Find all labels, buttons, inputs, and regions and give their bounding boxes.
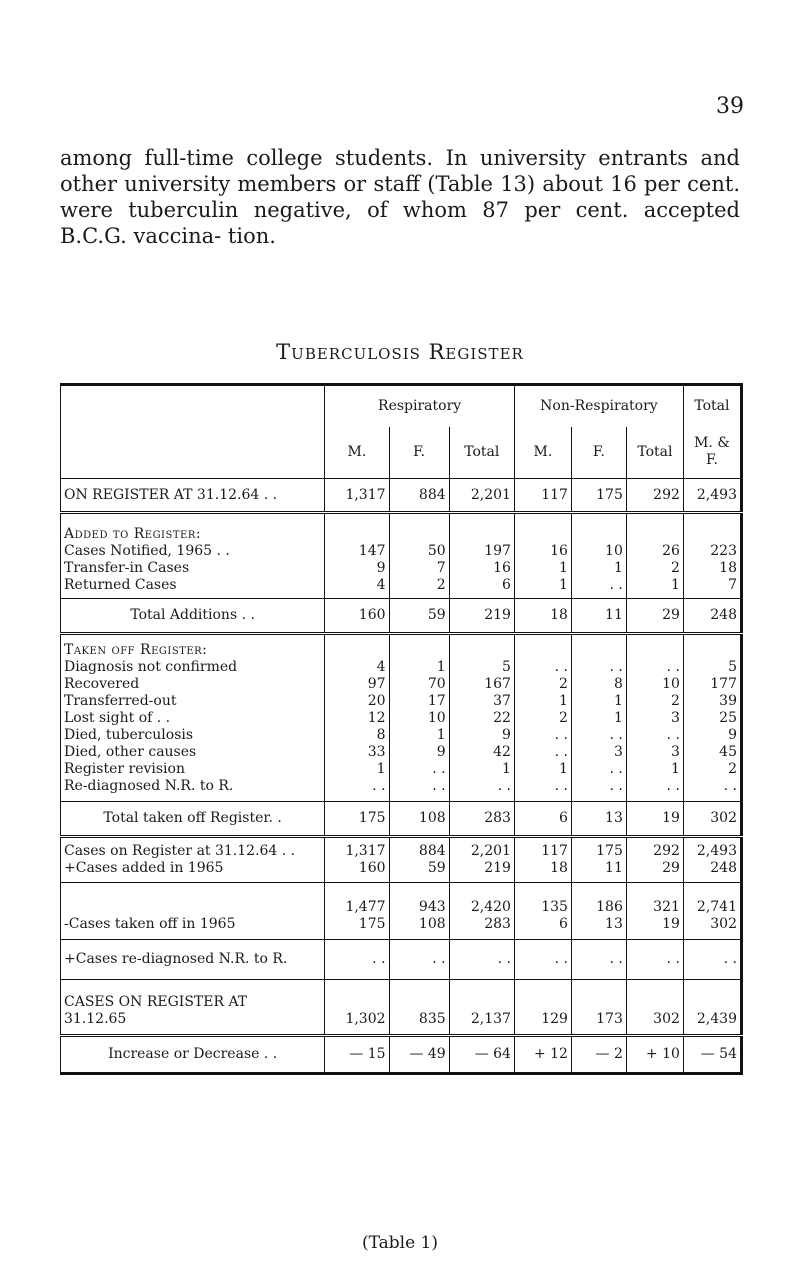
- value-cell: 186: [596, 899, 623, 915]
- value-cell: 22: [493, 710, 511, 726]
- value-cell: 42: [493, 744, 511, 760]
- value-cell: 16: [550, 543, 568, 559]
- value-cell: 129: [514, 980, 571, 1036]
- value-cell: 2,420: [470, 899, 511, 915]
- col-resp-f: F.: [389, 427, 449, 479]
- value-cell: 9: [728, 727, 737, 743]
- on-register-65-row: [61, 980, 742, 1036]
- increase-decrease-row: [61, 1036, 742, 1074]
- value-cell: 2: [559, 676, 568, 692]
- value-cell: 29: [662, 860, 680, 876]
- value-cell: 1: [613, 710, 623, 726]
- value-cell: 10: [605, 543, 623, 559]
- value-cell: 223: [710, 543, 737, 559]
- value-cell: . .: [626, 940, 683, 980]
- value-cell: 884: [389, 479, 449, 513]
- col-resp-total: Total: [449, 427, 514, 479]
- value-cell: 2: [728, 761, 737, 777]
- value-cell: 29: [626, 599, 683, 634]
- value-cell: 302: [626, 980, 683, 1036]
- group-header-row: [61, 385, 742, 427]
- value-cell: . .: [609, 659, 623, 675]
- increase-label: Increase or Decrease . .: [108, 1046, 278, 1062]
- value-cell: . .: [609, 778, 623, 794]
- intro-paragraph: among full-time college students. In university entrants and other university members or staff (Table 13) about 16 per cent. were tuberculin negative, of whom 87 per cent. accepted B.C.G. vaccina- tion.: [60, 146, 740, 248]
- value-cell: 108: [389, 802, 449, 837]
- value-cell: 283: [449, 802, 514, 837]
- column-header-row: [61, 427, 742, 479]
- value-cell: 1: [613, 560, 623, 576]
- row-label: Died, other causes: [64, 744, 197, 760]
- value-cell: 26: [662, 543, 680, 559]
- value-cell: . .: [609, 577, 623, 593]
- value-cell: 135: [541, 899, 568, 915]
- col-nonresp-m: M.: [514, 427, 571, 479]
- value-cell: 9: [376, 560, 386, 576]
- value-cell: 10: [662, 676, 680, 692]
- value-cell: 6: [514, 802, 571, 837]
- re-diagnosed-row: [61, 940, 742, 980]
- value-cell: 13: [571, 802, 626, 837]
- col-mf: M. & F.: [683, 427, 741, 479]
- row-label: Died, tuberculosis: [64, 727, 194, 743]
- value-cell: 59: [389, 599, 449, 634]
- value-cell: 117: [514, 479, 571, 513]
- value-cell: 12: [367, 710, 386, 726]
- value-cell: 835: [389, 980, 449, 1036]
- value-cell: 302: [683, 802, 741, 837]
- non-respiratory-header: Non-Respiratory: [514, 385, 683, 427]
- value-cell: 884: [418, 843, 446, 859]
- row-label: +Cases added in 1965: [64, 860, 224, 876]
- value-cell: 5: [728, 659, 737, 675]
- row-label: Returned Cases: [64, 577, 177, 593]
- value-cell: 11: [571, 599, 626, 634]
- value-cell: . .: [666, 659, 680, 675]
- value-cell: . .: [554, 727, 568, 743]
- value-cell: 1: [559, 693, 568, 709]
- value-cell: 1: [559, 577, 568, 593]
- value-cell: — 54: [683, 1036, 741, 1074]
- value-cell: 248: [683, 599, 741, 634]
- row-label: Cases on Register at 31.12.64 . .: [64, 843, 296, 859]
- value-cell: 1,477: [345, 899, 386, 915]
- value-cell: 45: [719, 744, 737, 760]
- value-cell: . .: [609, 761, 623, 777]
- value-cell: . .: [325, 940, 389, 980]
- value-cell: 283: [484, 916, 511, 932]
- value-cell: 19: [626, 802, 683, 837]
- value-cell: . .: [723, 778, 737, 794]
- value-cell: 175: [571, 479, 626, 513]
- row-label: CASES ON REGISTER AT: [64, 994, 248, 1010]
- value-cell: 160: [358, 860, 386, 876]
- row-label: Register revision: [64, 761, 185, 777]
- row-label: Diagnosis not confirmed: [64, 659, 238, 675]
- total-additions-row: [61, 599, 742, 634]
- value-cell: 70: [427, 676, 446, 692]
- value-cell: 175: [358, 916, 386, 932]
- added-heading: Added to Register:: [64, 526, 202, 542]
- col-resp-m: M.: [325, 427, 389, 479]
- value-cell: 1,317: [325, 479, 389, 513]
- value-cell: . .: [554, 778, 568, 794]
- value-cell: 6: [502, 577, 511, 593]
- value-cell: 175: [596, 843, 623, 859]
- row-label: Transfer-in Cases: [64, 560, 190, 576]
- col-nonresp-total: Total: [626, 427, 683, 479]
- value-cell: 3: [613, 744, 623, 760]
- total-header: Total: [683, 385, 741, 427]
- col-nonresp-f: F.: [571, 427, 626, 479]
- value-cell: 4: [376, 659, 386, 675]
- re-diagnosed-label: +Cases re-diagnosed N.R. to R.: [61, 940, 325, 980]
- value-cell: + 10: [626, 1036, 683, 1074]
- value-cell: 302: [710, 916, 737, 932]
- value-cell: 1: [502, 761, 511, 777]
- value-cell: 197: [484, 543, 511, 559]
- value-cell: . .: [449, 940, 514, 980]
- value-cell: 292: [626, 479, 683, 513]
- value-cell: 2: [559, 710, 568, 726]
- value-cell: 2: [436, 577, 446, 593]
- value-cell: — 64: [449, 1036, 514, 1074]
- value-cell: 321: [653, 899, 680, 915]
- value-cell: 3: [670, 744, 680, 760]
- value-cell: 1: [613, 693, 623, 709]
- value-cell: 3: [670, 710, 680, 726]
- table-title: Tuberculosis Register: [276, 340, 524, 364]
- value-cell: . .: [554, 744, 568, 760]
- on-register-label: ON REGISTER AT 31.12.64 . .: [61, 479, 325, 513]
- respiratory-header: Respiratory: [325, 385, 515, 427]
- value-cell: 4: [376, 577, 386, 593]
- page-number: 39: [716, 94, 744, 119]
- value-cell: 2,741: [696, 899, 737, 915]
- value-cell: 19: [662, 916, 680, 932]
- row-label: Re-diagnosed N.R. to R.: [64, 778, 234, 794]
- value-cell: 1: [436, 659, 446, 675]
- value-cell: + 12: [514, 1036, 571, 1074]
- value-cell: . .: [571, 940, 626, 980]
- value-cell: — 2: [571, 1036, 626, 1074]
- added-block: [61, 513, 742, 599]
- value-cell: 50: [427, 543, 446, 559]
- value-cell: 219: [484, 860, 511, 876]
- value-cell: 33: [367, 744, 386, 760]
- table-caption: (Table 1): [361, 1233, 439, 1253]
- row-label: Recovered: [64, 676, 140, 692]
- total-additions-label: Total Additions . .: [61, 599, 325, 634]
- value-cell: 18: [550, 860, 568, 876]
- value-cell: 1,317: [345, 843, 386, 859]
- value-cell: 108: [418, 916, 446, 932]
- value-cell: 20: [367, 693, 386, 709]
- value-cell: 9: [502, 727, 511, 743]
- value-cell: 10: [427, 710, 446, 726]
- value-cell: 1,302: [325, 980, 389, 1036]
- value-cell: 1: [559, 560, 568, 576]
- value-cell: 173: [571, 980, 626, 1036]
- value-cell: 2,493: [696, 843, 737, 859]
- value-cell: 8: [376, 727, 386, 743]
- value-cell: — 49: [389, 1036, 449, 1074]
- value-cell: 1: [376, 761, 386, 777]
- value-cell: 2,137: [449, 980, 514, 1036]
- row-label: Lost sight of . .: [64, 710, 171, 726]
- value-cell: . .: [666, 727, 680, 743]
- value-cell: 6: [559, 916, 568, 932]
- value-cell: 292: [653, 843, 680, 859]
- value-cell: 37: [493, 693, 511, 709]
- value-cell: 39: [719, 693, 737, 709]
- value-cell: 2,439: [683, 980, 741, 1036]
- value-cell: . .: [372, 778, 386, 794]
- total-taken-off-row: [61, 802, 742, 837]
- value-cell: 147: [358, 543, 386, 559]
- value-cell: 7: [728, 577, 737, 593]
- value-cell: 219: [449, 599, 514, 634]
- value-cell: 7: [436, 560, 446, 576]
- value-cell: 175: [325, 802, 389, 837]
- value-cell: 1: [670, 761, 680, 777]
- value-cell: 13: [605, 916, 623, 932]
- value-cell: 9: [436, 744, 446, 760]
- value-cell: . .: [432, 778, 446, 794]
- value-cell: . .: [554, 659, 568, 675]
- value-cell: . .: [497, 778, 511, 794]
- value-cell: 97: [367, 676, 386, 692]
- value-cell: . .: [514, 940, 571, 980]
- reconcile-added-block: [61, 837, 742, 883]
- taken-off-heading: Taken off Register:: [64, 642, 208, 658]
- value-cell: 1: [436, 727, 446, 743]
- value-cell: 1: [559, 761, 568, 777]
- value-cell: 167: [484, 676, 511, 692]
- value-cell: . .: [432, 761, 446, 777]
- value-cell: 2: [670, 693, 680, 709]
- value-cell: 5: [502, 659, 511, 675]
- reconcile-taken-off-block: [61, 883, 742, 940]
- value-cell: 8: [613, 676, 623, 692]
- value-cell: 177: [710, 676, 737, 692]
- value-cell: 248: [710, 860, 737, 876]
- taken-off-block: [61, 634, 742, 802]
- value-cell: 2,493: [683, 479, 741, 513]
- value-cell: 943: [418, 899, 446, 915]
- value-cell: 17: [427, 693, 446, 709]
- value-cell: . .: [389, 940, 449, 980]
- value-cell: . .: [683, 940, 741, 980]
- value-cell: . .: [666, 778, 680, 794]
- value-cell: 25: [719, 710, 737, 726]
- value-cell: 2,201: [470, 843, 511, 859]
- value-cell: 18: [719, 560, 737, 576]
- row-label: 31.12.65: [64, 1011, 127, 1027]
- value-cell: 160: [325, 599, 389, 634]
- value-cell: 11: [605, 860, 623, 876]
- value-cell: . .: [609, 727, 623, 743]
- value-cell: — 15: [325, 1036, 389, 1074]
- row-label: Cases Notified, 1965 . .: [64, 543, 230, 559]
- tuberculosis-register-table: [60, 383, 743, 1075]
- total-taken-off-label: Total taken off Register. .: [61, 802, 325, 837]
- value-cell: 2,201: [449, 479, 514, 513]
- row-label: Transferred-out: [64, 693, 177, 709]
- value-cell: 117: [541, 843, 568, 859]
- value-cell: 16: [493, 560, 511, 576]
- on-register-row: [61, 479, 742, 513]
- value-cell: 1: [670, 577, 680, 593]
- row-label: -Cases taken off in 1965: [64, 916, 236, 932]
- value-cell: 2: [670, 560, 680, 576]
- value-cell: 59: [427, 860, 446, 876]
- value-cell: 18: [514, 599, 571, 634]
